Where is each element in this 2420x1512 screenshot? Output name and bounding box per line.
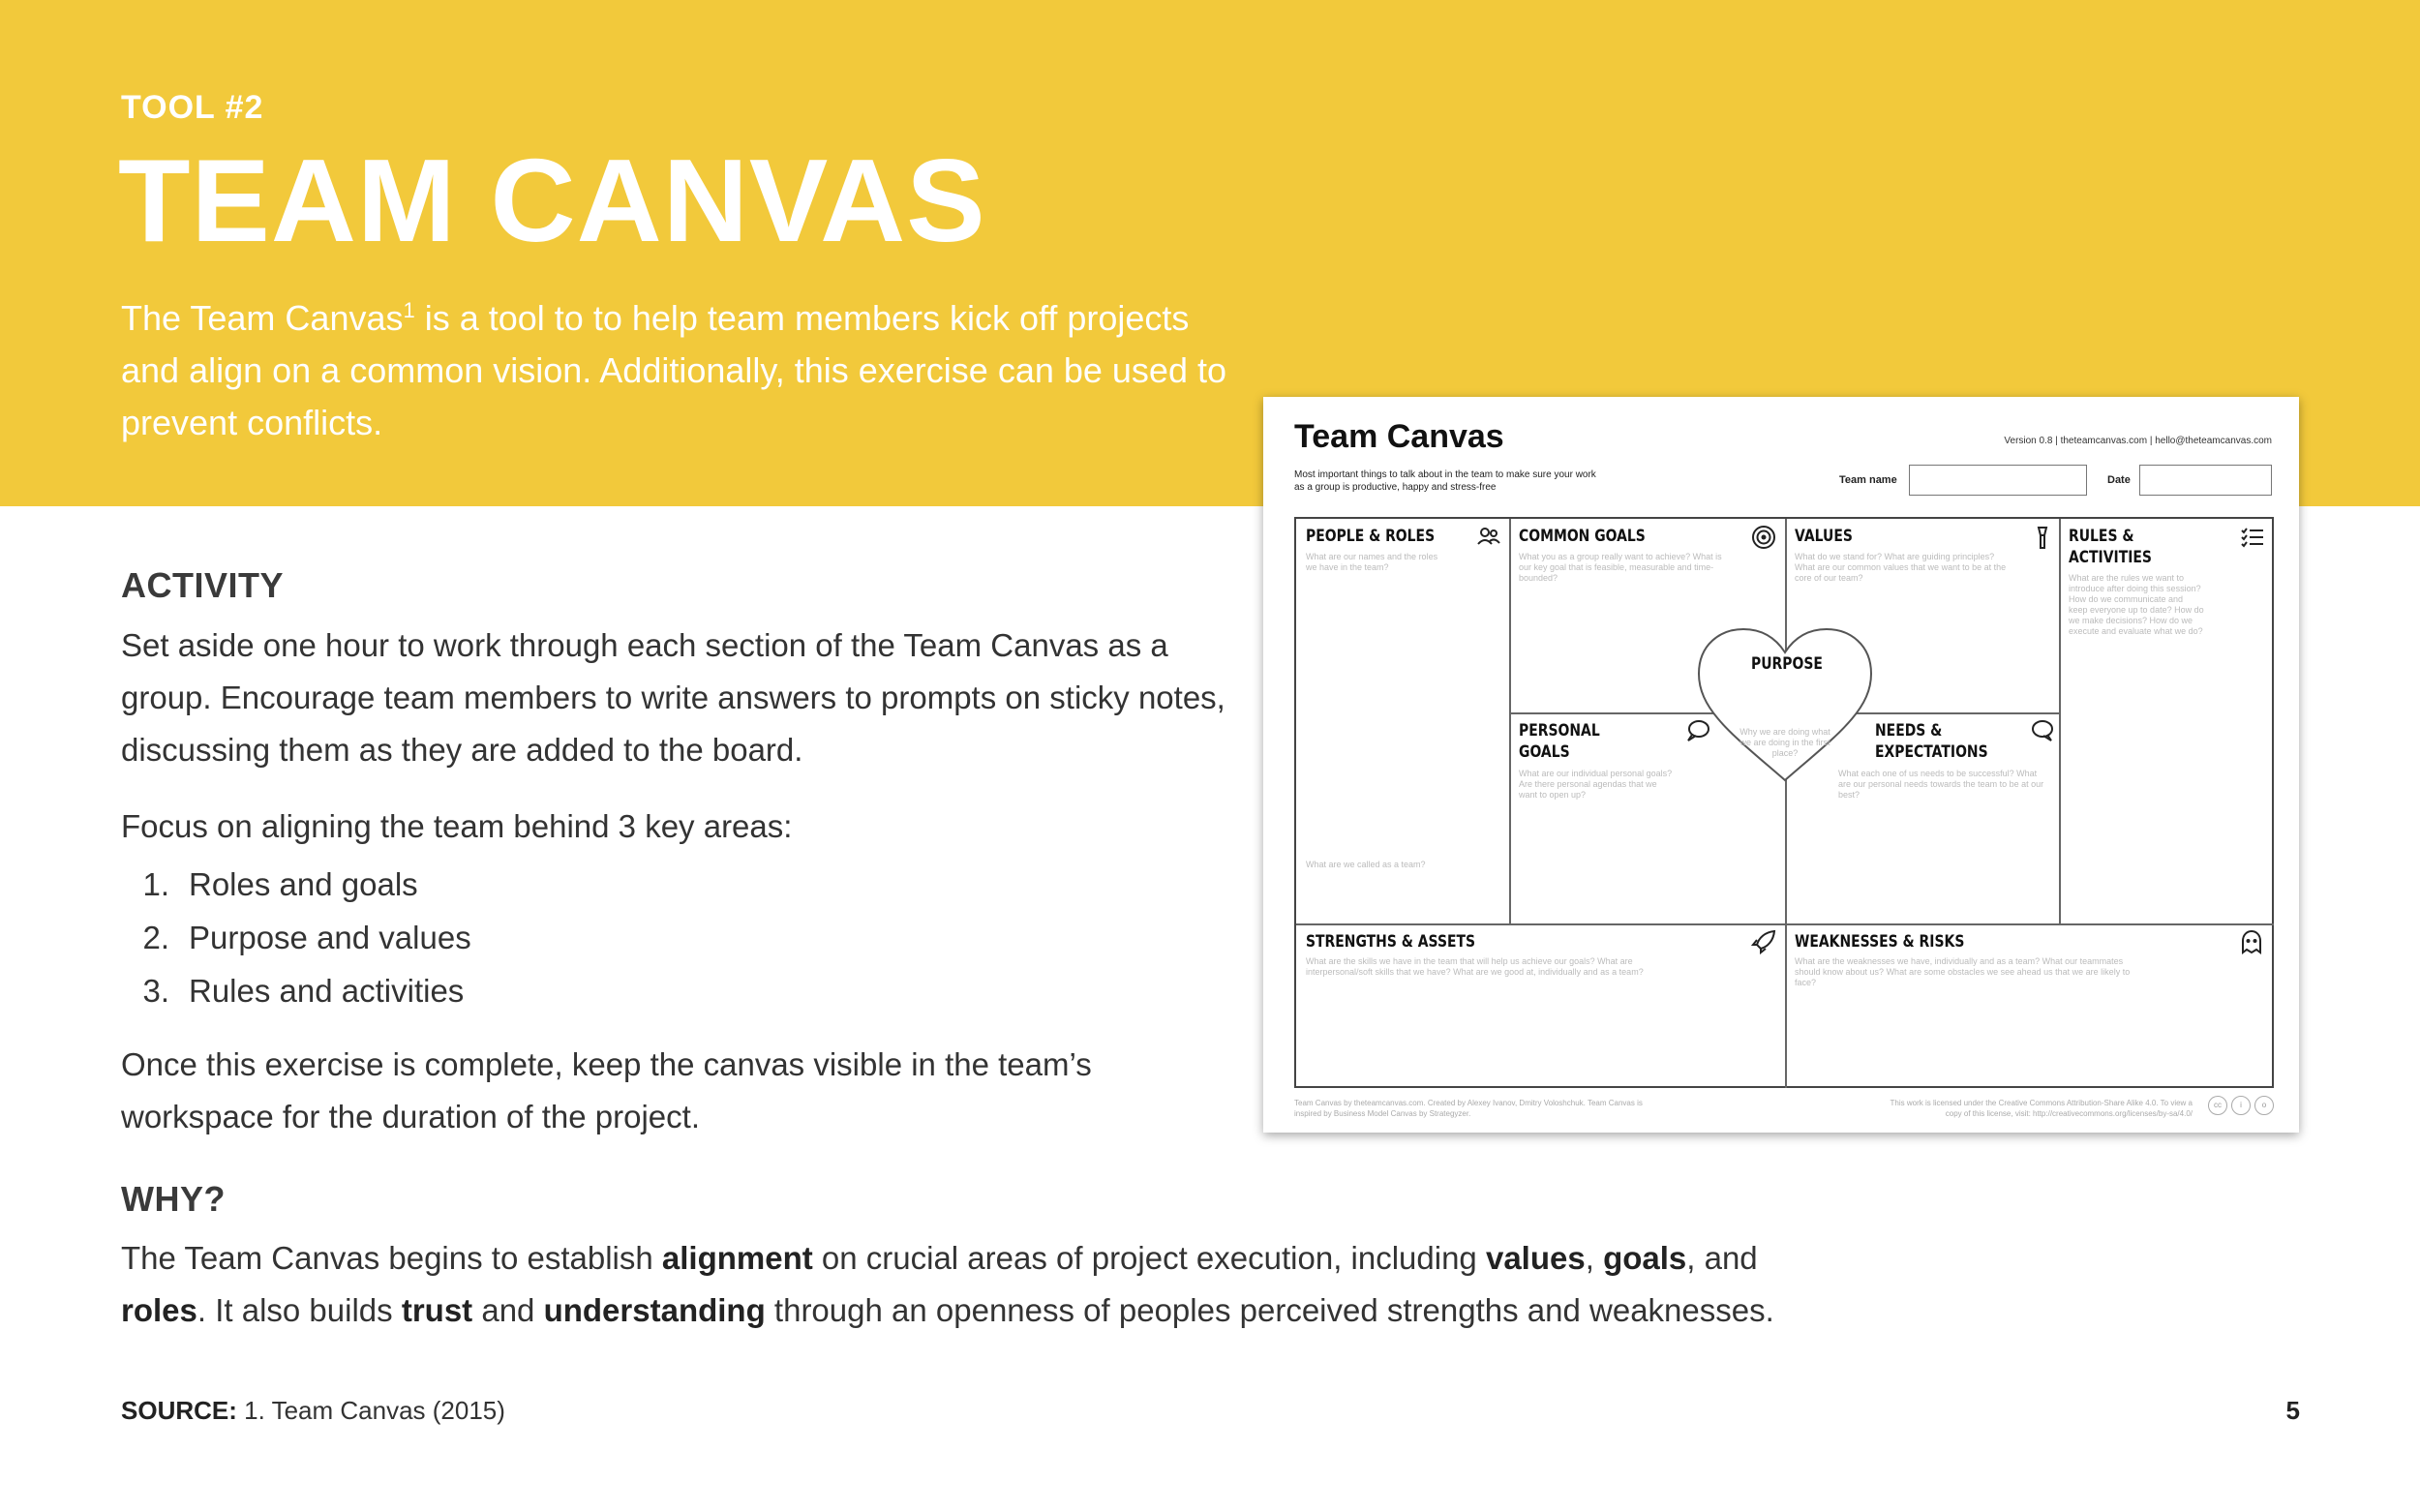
- common-goals-hint: What you as a group really want to achieve? What is our key goal that is feasible, measurable and time-bounded?: [1519, 552, 1722, 583]
- canvas-footer-license: This work is licensed under the Creative Commons Attribution-Share Alike 4.0. To view a copy of this license, visit: http://creativecommons.org/licenses/by-sa/4.0/: [1890, 1099, 2193, 1118]
- source-citation: [121, 1396, 505, 1426]
- values-hint: What do we stand for? What are guiding principles? What are our common values that we want to be at the core of our team?: [1795, 552, 2007, 583]
- needs-title-line1: NEEDS &: [1875, 721, 1943, 741]
- why-bold: values: [1485, 1240, 1586, 1276]
- ghost-icon: [2239, 929, 2264, 954]
- people-roles-title: PEOPLE & ROLES: [1306, 527, 1436, 546]
- intro-paragraph: [121, 292, 1234, 449]
- date-field: [2139, 465, 2272, 496]
- people-icon: [1476, 525, 1501, 550]
- activity-paragraph-3: Once this exercise is complete, keep the canvas visible in the team’s workspace for the duration of the project.: [121, 1046, 1092, 1134]
- target-icon: [1751, 525, 1776, 550]
- rules-title-line2: ACTIVITIES: [2069, 548, 2152, 567]
- purpose-heart-icon: [1695, 627, 1875, 784]
- team-name-hint: What are we called as a team?: [1306, 860, 1426, 869]
- weaknesses-hint: What are the weaknesses we have, individually and as a team? What our teammates should know about us? What are some obstacles we see ahead us that we are likely to face?: [1795, 956, 2131, 987]
- purpose-title: PURPOSE: [1751, 654, 1823, 674]
- why-bold: understanding: [543, 1292, 766, 1328]
- why-text: ,: [1585, 1240, 1604, 1276]
- source-text: 1. Team Canvas (2015): [236, 1396, 505, 1425]
- team-name-label: Team name: [1839, 474, 1897, 486]
- personal-goals-hint: What are our individual personal goals? Are there personal agendas that we want to open up?: [1519, 769, 1673, 800]
- team-name-field: [1909, 465, 2087, 496]
- why-bold: alignment: [661, 1240, 813, 1276]
- checklist-icon: [2240, 525, 2265, 550]
- activity-paragraph-1: Set aside one hour to work through each section of the Team Canvas as a group. Encourage team members to write answers to prompts on sticky notes, discussing them as they are added to the board.: [121, 627, 1225, 768]
- list-text: Rules and activities: [189, 973, 465, 1009]
- canvas-title: Team Canvas: [1294, 418, 1504, 455]
- common-goals-title: COMMON GOALS: [1519, 527, 1646, 546]
- why-text: on crucial areas of project execution, including: [812, 1240, 1486, 1276]
- rules-hint: What are the rules we want to introduce after doing this session? How do we communicate and keep everyone up to date? How do we make decisions? How do we execute and evaluate what we do?: [2069, 573, 2204, 636]
- canvas-meta: Version 0.8 | theteamcanvas.com | hello@theteamcanvas.com: [2004, 436, 2272, 446]
- people-roles-hint: What are our names and the roles we have in the team?: [1306, 552, 1438, 572]
- canvas-footer-credits: Team Canvas by theteamcanvas.com. Created by Alexey Ivanov, Dmitry Voloshchuk. Team Canvas is inspired by Business Model Canvas by Strategyzer.: [1294, 1099, 1643, 1118]
- why-text: and: [472, 1292, 544, 1328]
- list-item: [121, 858, 471, 911]
- why-heading: WHY?: [121, 1179, 226, 1219]
- grid-divider: [1296, 923, 2274, 925]
- intro-text-start: The Team Canvas: [121, 298, 404, 338]
- date-label: Date: [2107, 474, 2131, 486]
- attribution-icon: i: [2231, 1096, 2251, 1115]
- list-number: 2.: [142, 920, 169, 955]
- canvas-grid: [1294, 517, 2274, 1088]
- cc-icon: cc: [2208, 1096, 2227, 1115]
- why-bold: trust: [401, 1292, 473, 1328]
- activity-paragraph-2: Focus on aligning the team behind 3 key areas:: [121, 808, 793, 844]
- torch-icon: [2030, 525, 2055, 550]
- needs-title-line2: EXPECTATIONS: [1875, 742, 1988, 762]
- weaknesses-title: WEAKNESSES & RISKS: [1795, 932, 1965, 952]
- strengths-title: STRENGTHS & ASSETS: [1306, 932, 1476, 952]
- grid-divider: [1785, 519, 1787, 1088]
- values-title: VALUES: [1795, 527, 1853, 546]
- personal-goals-title-line1: PERSONAL: [1519, 721, 1600, 741]
- tool-label: TOOL #2: [121, 89, 264, 126]
- team-canvas-image: [1263, 397, 2299, 1133]
- activity-heading: ACTIVITY: [121, 565, 285, 605]
- footnote-marker: 1: [403, 298, 415, 322]
- purpose-hint: Why we are doing what we are doing in the first place?: [1739, 727, 1830, 758]
- page-title: TEAM CANVAS: [118, 135, 986, 266]
- intro-text-end: is a tool to to help team members kick off projects and align on a common vision. Additionally, this exercise can be used to prevent conflicts.: [121, 298, 1226, 442]
- why-text: through an openness of peoples perceived strengths and weaknesses.: [765, 1292, 1774, 1328]
- list-item: [121, 964, 471, 1017]
- personal-goals-title-line2: GOALS: [1519, 742, 1570, 762]
- why-bold: goals: [1603, 1240, 1687, 1276]
- list-number: 1.: [142, 866, 169, 902]
- rules-title-line1: RULES &: [2069, 527, 2134, 546]
- key-areas-list: [121, 858, 471, 1017]
- grid-divider: [1509, 519, 1511, 923]
- why-text: The Team Canvas begins to establish: [121, 1240, 662, 1276]
- strengths-hint: What are the skills we have in the team that will help us achieve our goals? What are interpersonal/soft skills that we have? What are we good at, individually and as a team?: [1306, 956, 1644, 977]
- canvas-subtitle: Most important things to talk about in the team to make sure your work as a group is productive, happy and stress-free: [1294, 469, 1596, 493]
- grid-divider: [2059, 519, 2061, 923]
- speech-bubble-icon: [2030, 718, 2055, 743]
- list-text: Roles and goals: [189, 866, 418, 902]
- page-number: 5: [2285, 1396, 2300, 1425]
- rocket-icon: [1751, 929, 1776, 954]
- why-text: . It also builds: [197, 1292, 402, 1328]
- why-text: , and: [1686, 1240, 1758, 1276]
- list-text: Purpose and values: [189, 920, 471, 955]
- share-alike-icon: o: [2254, 1096, 2274, 1115]
- why-paragraph: [121, 1232, 2057, 1337]
- needs-hint: What each one of us needs to be successful? What are our personal needs towards the team to be at our best?: [1838, 769, 2044, 800]
- list-item: [121, 911, 471, 964]
- source-label: SOURCE:: [121, 1396, 237, 1425]
- list-number: 3.: [142, 973, 169, 1009]
- why-bold: roles: [121, 1292, 197, 1328]
